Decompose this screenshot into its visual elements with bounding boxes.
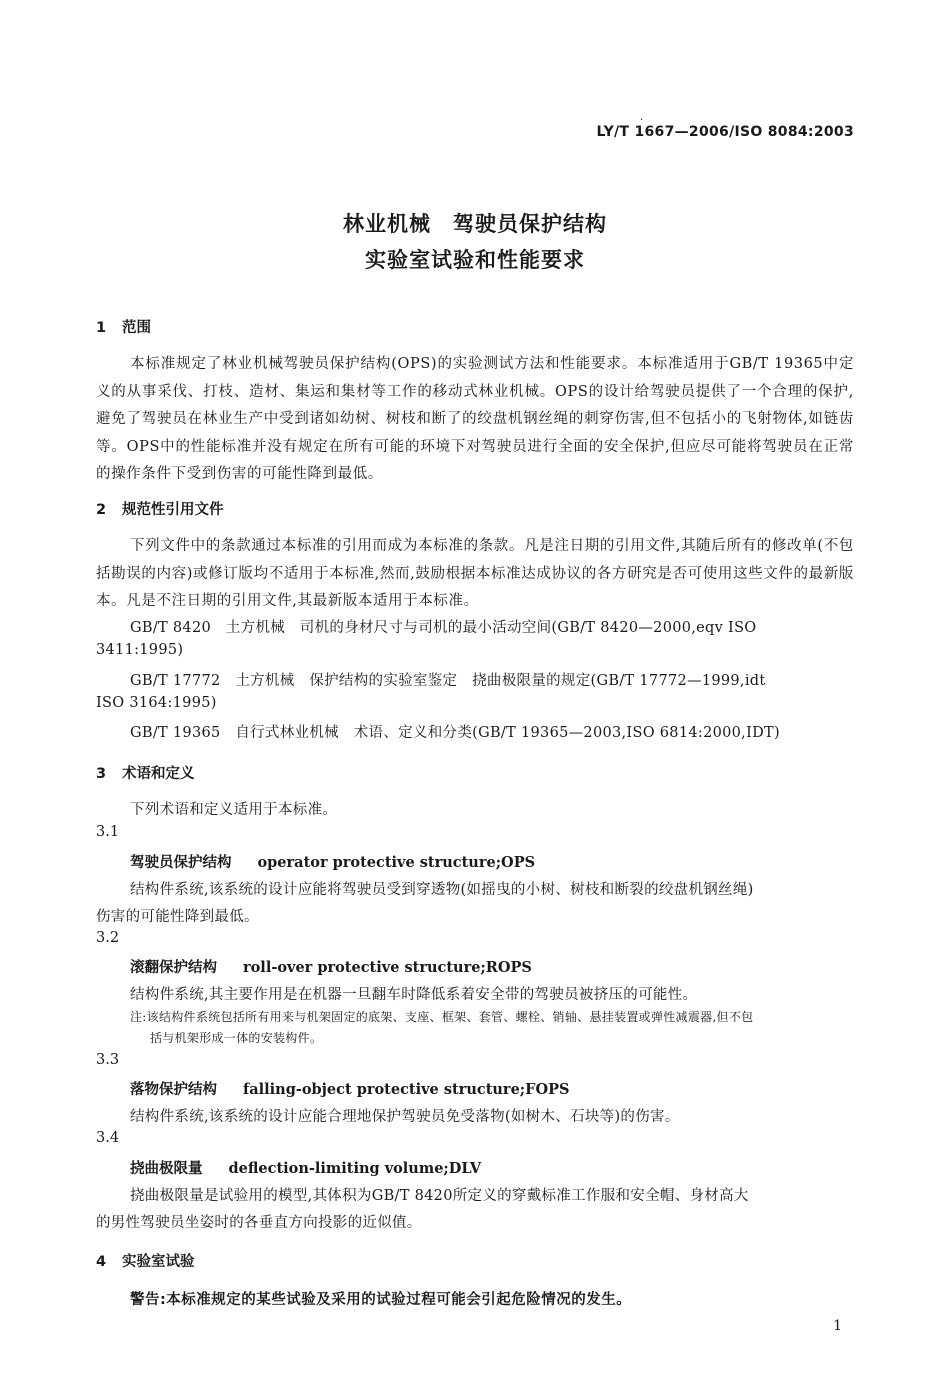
document-title-line1: 林业机械 驾驶员保护结构 [343, 212, 607, 236]
section-1-heading [96, 316, 151, 337]
scan-dot: · [640, 115, 644, 126]
section-4-heading [96, 1250, 195, 1271]
standard-number: LY/T 1667—2006/ISO 8084:2003 [596, 124, 854, 140]
term-heading [130, 956, 532, 977]
term-heading [130, 1078, 569, 1099]
section-title: 规范性引用文件 [122, 502, 224, 518]
term-en: roll-over protective structure;ROPS [243, 959, 532, 976]
term-heading [130, 1157, 481, 1178]
term-definition-cont: 伤害的可能性降到最低。 [96, 909, 259, 925]
section-2-body: 下列文件中的条款通过本标准的引用而成为本标准的条款。凡是注日期的引用文件,其随后所有的修改单(不包括勘误的内容)或修订版均不适用于本标准,然而,鼓励根据本标准达成协议的各方研究是否可使用这些文件的最新版本。凡是不注日期的引用文件,其最新版本适用于本标准。 [96, 538, 854, 609]
section-number: 4 [96, 1254, 107, 1270]
term-definition: 挠曲极限量是试验用的模型,其体积为GB/T 8420所定义的穿戴标准工作服和安全帽、身材高大 [130, 1188, 749, 1204]
section-number: 1 [96, 320, 107, 336]
section-title: 范围 [122, 320, 151, 336]
term-zh: 驾驶员保护结构 [130, 855, 232, 871]
term-heading [130, 851, 535, 872]
term-en: falling-object protective structure;FOPS [243, 1081, 570, 1098]
section-title: 实验室试验 [122, 1254, 195, 1270]
term-zh: 滚翻保护结构 [130, 960, 217, 976]
term-definition: 结构件系统,该系统的设计应能合理地保护驾驶员免受落物(如树木、石块等)的伤害。 [130, 1109, 680, 1125]
document-title-line2: 实验室试验和性能要求 [365, 248, 585, 272]
section-number: 2 [96, 502, 107, 518]
section-number: 3 [96, 766, 107, 782]
reference-gbt19365: GB/T 19365 自行式林业机械 术语、定义和分类(GB/T 19365—2003,ISO 6814:2000,IDT) [130, 725, 780, 741]
term-number: 3.3 [96, 1052, 120, 1068]
section-3-intro: 下列术语和定义适用于本标准。 [130, 802, 338, 818]
section-1-body: 本标准规定了林业机械驾驶员保护结构(OPS)的实验测试方法和性能要求。本标准适用于GB/T 19365中定义的从事采伐、打枝、造材、集运和集材等工作的移动式林业机械。OPS的设计给驾驶员提供了一个合理的保护,避免了驾驶员在林业生产中受到诸如幼树、树枝和断了的绞盘机钢丝绳的刺穿伤害,但不包括小的飞射物体,如链齿等。OPS中的性能标准并没有规定在所有可能的环境下对驾驶员进行全面的安全保护,但应尽可能将驾驶员在正常的操作条件下受到伤害的可能性降到最低。 [96, 356, 854, 482]
term-number: 3.2 [96, 930, 120, 946]
term-note-cont: 括与机架形成一体的安装构件。 [150, 1031, 323, 1045]
term-definition: 结构件系统,该系统的设计应能将驾驶员受到穿透物(如摇曳的小树、树枝和断裂的绞盘机钢丝绳) [130, 882, 754, 898]
term-zh: 挠曲极限量 [130, 1161, 203, 1177]
term-definition-cont: 的男性驾驶员坐姿时的各垂直方向投影的近似值。 [96, 1215, 422, 1231]
reference-gbt17772: GB/T 17772 土方机械 保护结构的实验室鉴定 挠曲极限量的规定(GB/T 17772—1999,idt [130, 673, 766, 689]
section-2-heading [96, 498, 224, 519]
term-zh: 落物保护结构 [130, 1082, 217, 1098]
reference-gbt8420-cont: 3411:1995) [96, 642, 184, 658]
term-note: 注:该结构件系统包括所有用来与机架固定的底架、支座、框架、套管、螺栓、销轴、悬挂装置或弹性减震器,但不包 [130, 1010, 754, 1024]
term-number: 3.1 [96, 824, 120, 840]
reference-gbt8420: GB/T 8420 土方机械 司机的身材尺寸与司机的最小活动空间(GB/T 8420—2000,eqv ISO [130, 620, 757, 636]
section-title: 术语和定义 [122, 766, 195, 782]
term-en: operator protective structure;OPS [257, 854, 536, 871]
section-3-heading [96, 762, 195, 783]
term-definition: 结构件系统,其主要作用是在机器一旦翻车时降低系着安全带的驾驶员被挤压的可能性。 [130, 987, 698, 1003]
page-number: 1 [833, 1318, 842, 1334]
term-en: deflection-limiting volume;DLV [228, 1160, 482, 1177]
reference-gbt17772-cont: ISO 3164:1995) [96, 695, 217, 711]
warning-text: 警告:本标准规定的某些试验及采用的试验过程可能会引起危险情况的发生。 [130, 1292, 632, 1308]
term-number: 3.4 [96, 1130, 120, 1146]
